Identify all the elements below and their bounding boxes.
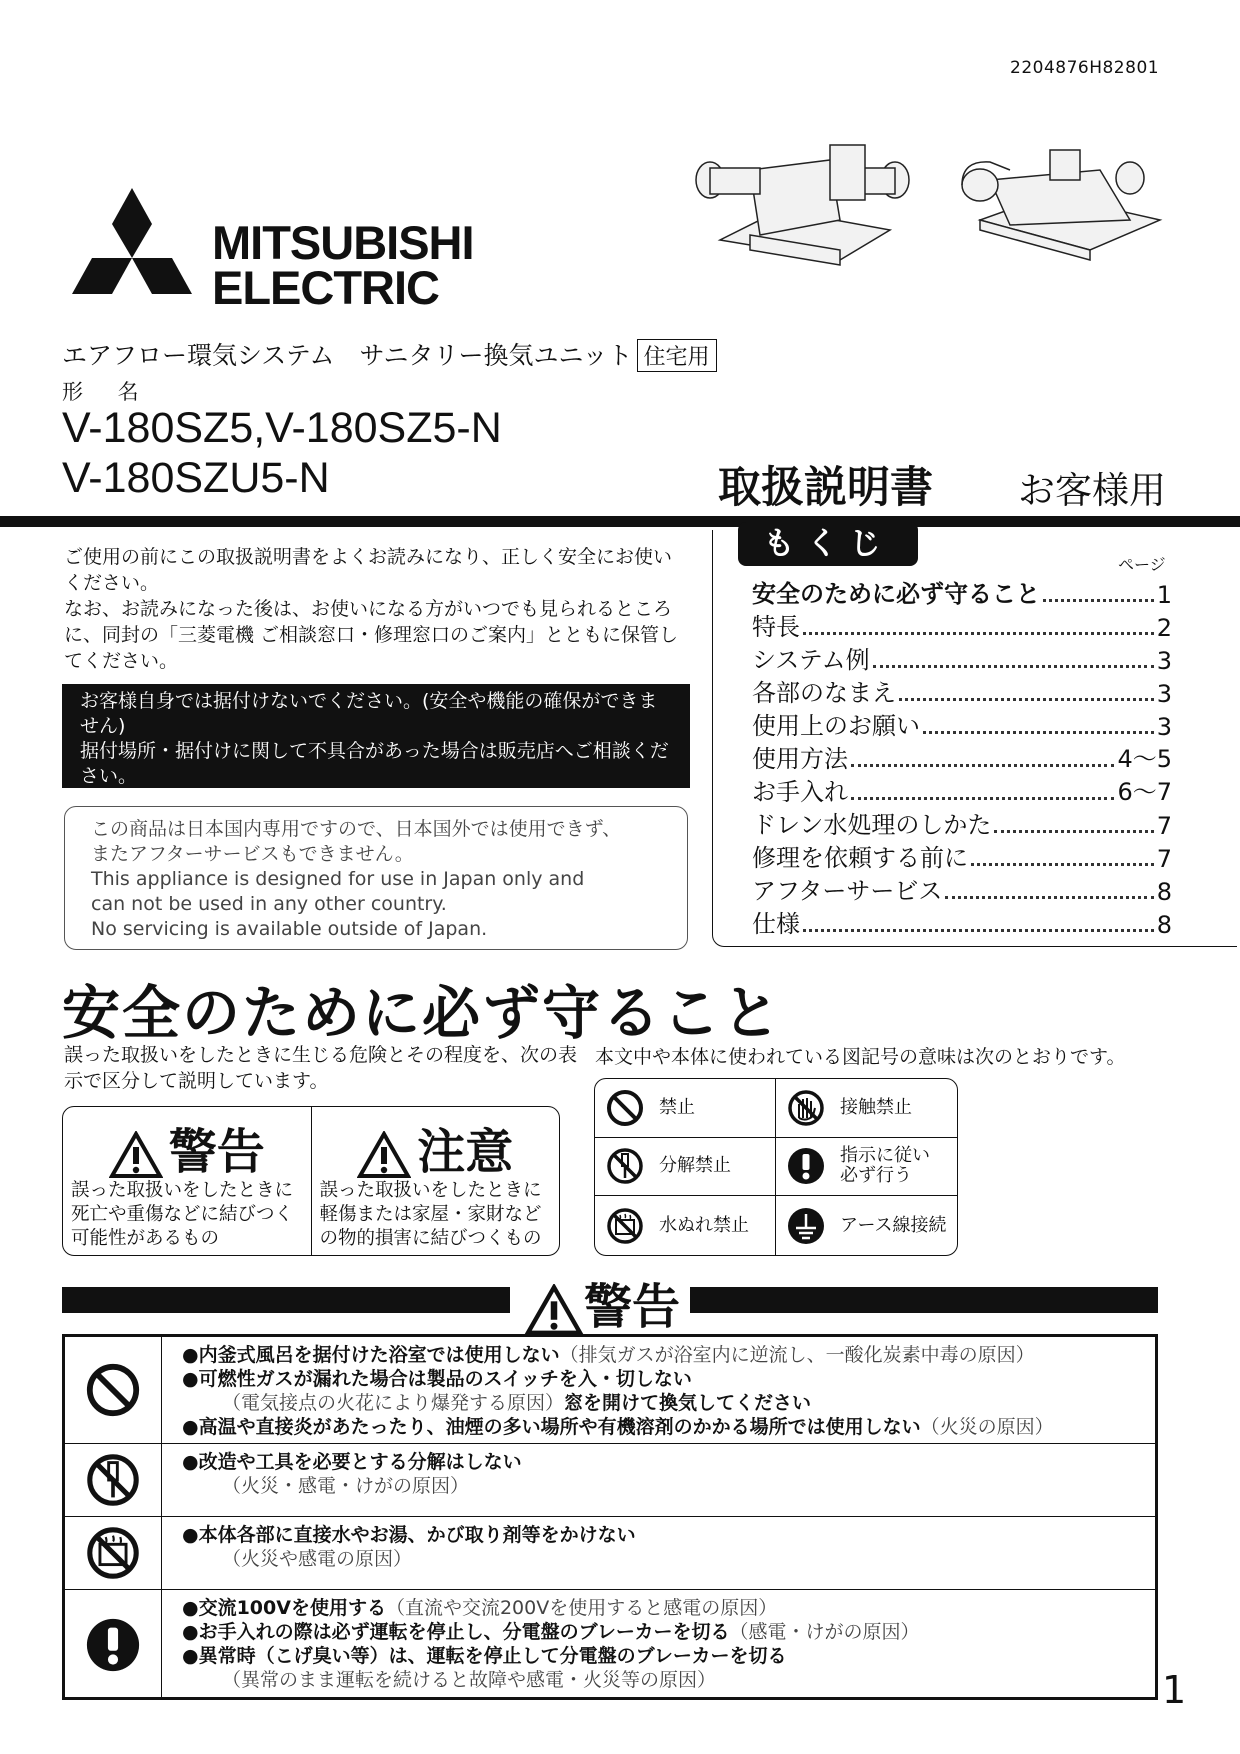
toc-item-label: 仕様 bbox=[752, 910, 800, 938]
domestic-use-notice bbox=[64, 806, 688, 950]
toc-item-page: 6〜7 bbox=[1117, 778, 1172, 806]
toc-item-page: 4〜5 bbox=[1117, 745, 1172, 773]
toc-leader-dots bbox=[851, 764, 1114, 767]
warning-reason: （火災や感電の原因） bbox=[222, 1548, 413, 1570]
warning-reason: （異常のまま運転を続けると故障や感電・火災等の原因） bbox=[222, 1669, 717, 1691]
domestic-notice-line: またアフターサービスもできません。 bbox=[91, 843, 414, 865]
warning-line bbox=[182, 1668, 919, 1692]
toc-leader-dots bbox=[873, 665, 1154, 668]
symbol-legend-item bbox=[595, 1079, 776, 1138]
toc-item-label: お手入れ bbox=[752, 778, 848, 806]
subtitle-text: エアフロー環気システム サニタリー換気ユニット bbox=[62, 341, 633, 370]
model-label: 形 名 bbox=[62, 380, 153, 404]
brand-line2: ELECTRIC bbox=[212, 261, 439, 314]
manual-title: 取扱説明書 bbox=[718, 463, 933, 513]
toc-item-label: 使用方法 bbox=[752, 745, 848, 773]
toc-item-page: 7 bbox=[1156, 812, 1172, 840]
hazard-level-desc: 誤った取扱いをしたときに bbox=[319, 1180, 542, 1201]
warning-reason: （火災の原因） bbox=[920, 1416, 1054, 1438]
warning-reason: （感電・けがの原因） bbox=[729, 1621, 920, 1643]
toc-item-page: 3 bbox=[1156, 680, 1172, 708]
warning-instruction: ●交流100Vを使用する bbox=[182, 1597, 386, 1619]
warning-line bbox=[182, 1523, 636, 1547]
warning-triangle-icon bbox=[524, 1284, 584, 1336]
safety-explanation-left: 誤った取扱いをしたときに生じる危険とその程度を、次の表示で区分して説明しています。 bbox=[64, 1044, 578, 1092]
toc-item bbox=[752, 609, 1172, 642]
symbol-legend-label: 接触禁止 bbox=[840, 1096, 912, 1118]
symbol-legend-item bbox=[595, 1138, 776, 1197]
hazard-level-title: 注意 bbox=[417, 1124, 514, 1180]
warning-table bbox=[62, 1334, 1158, 1700]
warning-bar-left bbox=[62, 1287, 510, 1313]
toc-list bbox=[752, 576, 1172, 939]
warning-row-text bbox=[66, 1590, 919, 1700]
intro-text bbox=[64, 544, 689, 674]
warning-bar-right bbox=[690, 1287, 1158, 1313]
symbol-legend-item bbox=[776, 1196, 957, 1255]
toc-item bbox=[752, 708, 1172, 741]
intro-paragraph: なお、お読みになった後は、お使いになる方がいつでも見られるところに、同封の「三菱電機 ご相談窓口・修理窓口のご案内」とともに保管してください。 bbox=[64, 598, 679, 672]
toc-leader-dots bbox=[803, 632, 1154, 635]
warning-line bbox=[182, 1596, 919, 1620]
warning-line bbox=[182, 1620, 919, 1644]
warning-row-text bbox=[66, 1517, 636, 1589]
toc-leader-dots bbox=[971, 863, 1154, 866]
symbol-legend-item bbox=[595, 1196, 776, 1255]
toc-leader-dots bbox=[945, 896, 1153, 899]
warning-title bbox=[524, 1268, 680, 1337]
toc-item bbox=[752, 906, 1172, 939]
brand-line1: MITSUBISHI bbox=[212, 216, 474, 269]
intro-paragraph: ご使用の前にこの取扱説明書をよくお読みになり、正しく安全にお使いください。 bbox=[64, 546, 673, 594]
toc-page-label: ページ bbox=[1118, 555, 1166, 574]
hazard-level-warning bbox=[63, 1107, 311, 1255]
toc-item-label: ドレン水処理のしかた bbox=[752, 811, 992, 839]
warning-row bbox=[65, 1444, 1155, 1517]
safety-explanation-right: 本文中や本体に使われている図記号の意味は次のとおりです。 bbox=[595, 1046, 1126, 1068]
mandatory-icon bbox=[786, 1146, 840, 1186]
toc-item-label: システム例 bbox=[752, 646, 870, 674]
prohibition-icon bbox=[605, 1088, 659, 1128]
warning-line bbox=[182, 1547, 636, 1571]
product-illustration bbox=[690, 140, 1200, 280]
warning-instruction: ●改造や工具を必要とする分解はしない bbox=[182, 1451, 522, 1473]
warning-instruction: 窓を開けて換気してください bbox=[564, 1392, 812, 1414]
hazard-level-desc: 誤った取扱いをしたときに bbox=[71, 1180, 294, 1201]
toc-item bbox=[752, 873, 1172, 906]
symbol-legend-label: 指示に従い必ず行う bbox=[840, 1145, 930, 1187]
toc-item-label: 各部のなまえ bbox=[752, 679, 896, 707]
page-number: 1 bbox=[1162, 1668, 1187, 1712]
warning-instruction: ●本体各部に直接水やお湯、かび取り剤等をかけない bbox=[182, 1524, 636, 1546]
document-code: 2204876H82801 bbox=[1010, 58, 1160, 78]
warning-reason: （電気接点の火花により爆発する原因） bbox=[222, 1392, 565, 1414]
toc-heading: もくじ bbox=[738, 522, 918, 566]
symbol-legend-label: 分解禁止 bbox=[659, 1155, 731, 1177]
warning-instruction: ●異常時（こげ臭い等）は、運転を停止して分電盤のブレーカーを切る bbox=[182, 1645, 787, 1667]
toc-item-page: 7 bbox=[1156, 845, 1172, 873]
toc-leader-dots bbox=[803, 929, 1154, 932]
toc-item-label: 特長 bbox=[752, 613, 800, 641]
domestic-notice-line: この商品は日本国内専用ですので、日本国外では使用できず、 bbox=[91, 818, 622, 840]
toc-item bbox=[752, 840, 1172, 873]
toc-item bbox=[752, 807, 1172, 840]
warning-line bbox=[182, 1367, 1054, 1391]
ground-icon bbox=[786, 1206, 840, 1246]
hazard-level-caution bbox=[311, 1107, 560, 1255]
mitsubishi-logo bbox=[62, 188, 202, 310]
warning-reason: （火災・感電・けがの原因） bbox=[222, 1475, 470, 1497]
toc-item-label: 修理を依頼する前に bbox=[752, 844, 968, 872]
warning-reason: （直流や交流200Vを使用すると感電の原因） bbox=[385, 1597, 778, 1619]
safety-heading: 安全のために必ず守ること bbox=[62, 979, 783, 1047]
symbol-legend-item bbox=[776, 1079, 957, 1138]
hazard-level-desc: の物的損害に結びつくもの bbox=[319, 1228, 542, 1249]
warning-line bbox=[182, 1644, 919, 1668]
symbol-legend-label: 水ぬれ禁止 bbox=[659, 1214, 749, 1236]
warning-line bbox=[182, 1343, 1054, 1367]
toc-item-page: 3 bbox=[1156, 647, 1172, 675]
warning-line bbox=[182, 1450, 522, 1474]
domestic-notice-line: This appliance is designed for use in Japan only and bbox=[91, 868, 585, 890]
warning-instruction: ●お手入れの際は必ず運転を停止し、分電盤のブレーカーを切る bbox=[182, 1621, 730, 1643]
symbol-legend bbox=[594, 1078, 958, 1256]
toc-item bbox=[752, 774, 1172, 807]
warning-row bbox=[65, 1337, 1155, 1444]
warning-instruction: ●可燃性ガスが漏れた場合は製品のスイッチを入・切しない bbox=[182, 1368, 692, 1390]
warning-line bbox=[182, 1391, 1054, 1415]
no-touch-icon bbox=[786, 1088, 840, 1128]
toc-item bbox=[752, 675, 1172, 708]
toc-item-page: 1 bbox=[1156, 581, 1172, 609]
toc-item bbox=[752, 642, 1172, 675]
warning-line bbox=[182, 1415, 1054, 1439]
toc-item-page: 8 bbox=[1156, 878, 1172, 906]
warning-title-text: 警告 bbox=[584, 1279, 681, 1335]
toc-leader-dots bbox=[994, 830, 1153, 833]
model-numbers-line2: V-180SZU5-N bbox=[62, 454, 330, 502]
warning-row-text bbox=[66, 1337, 1054, 1443]
warning-line bbox=[182, 1474, 522, 1498]
warning-row bbox=[65, 1590, 1155, 1700]
toc-leader-dots bbox=[899, 698, 1154, 701]
domestic-notice-line: No servicing is available outside of Japan. bbox=[91, 918, 488, 940]
hazard-level-desc: 可能性があるもの bbox=[71, 1228, 220, 1249]
warning-instruction: ●高温や直接炎があたったり、油煙の多い場所や有機溶剤のかかる場所では使用しない bbox=[182, 1416, 921, 1438]
toc-item-label: 安全のために必ず守ること bbox=[752, 580, 1040, 608]
caution-triangle-icon bbox=[357, 1131, 411, 1179]
no-water-icon bbox=[605, 1206, 659, 1246]
model-numbers-line1: V-180SZ5,V-180SZ5-N bbox=[62, 404, 502, 452]
install-notice bbox=[62, 684, 690, 788]
no-disassembly-icon bbox=[605, 1146, 659, 1186]
header-rule bbox=[0, 516, 1240, 527]
toc-item bbox=[752, 741, 1172, 774]
residential-badge: 住宅用 bbox=[637, 339, 717, 372]
toc-item-label: 使用上のお願い bbox=[752, 712, 920, 740]
toc-leader-dots bbox=[1043, 599, 1154, 602]
toc-item bbox=[752, 576, 1172, 609]
toc-item-page: 3 bbox=[1156, 713, 1172, 741]
hazard-level-title: 警告 bbox=[168, 1124, 265, 1180]
hazard-level-desc: 死亡や重傷などに結びつく bbox=[71, 1204, 294, 1225]
warning-row-text bbox=[66, 1444, 522, 1516]
warning-instruction: ●内釜式風呂を据付けた浴室では使用しない bbox=[182, 1344, 560, 1366]
install-notice-line: お客様自身では据付けないでください。(安全や機能の確保ができません) bbox=[80, 690, 658, 737]
toc-item-page: 2 bbox=[1156, 614, 1172, 642]
symbol-legend-label: アース線接続 bbox=[840, 1214, 947, 1236]
toc-item-page: 8 bbox=[1156, 911, 1172, 939]
warning-reason: （排気ガスが浴室内に逆流し、一酸化炭素中毒の原因） bbox=[559, 1344, 1035, 1366]
install-notice-line: 据付場所・据付けに関して不具合があった場合は販売店へご相談ください。 bbox=[80, 740, 669, 787]
symbol-legend-item bbox=[776, 1138, 957, 1197]
domestic-notice-line: can not be used in any other country. bbox=[91, 893, 447, 915]
symbol-legend-label: 禁止 bbox=[659, 1096, 695, 1118]
audience-label: お客様用 bbox=[1018, 469, 1166, 512]
toc-leader-dots bbox=[923, 731, 1154, 734]
hazard-level-desc: 軽傷または家屋・家財など bbox=[319, 1204, 542, 1225]
toc-item-label: アフターサービス bbox=[752, 877, 943, 905]
brand-name bbox=[212, 216, 474, 314]
product-subtitle bbox=[62, 336, 717, 372]
hazard-levels bbox=[62, 1106, 560, 1256]
toc-leader-dots bbox=[851, 797, 1114, 800]
warning-row bbox=[65, 1517, 1155, 1590]
warning-triangle-icon bbox=[109, 1131, 163, 1179]
